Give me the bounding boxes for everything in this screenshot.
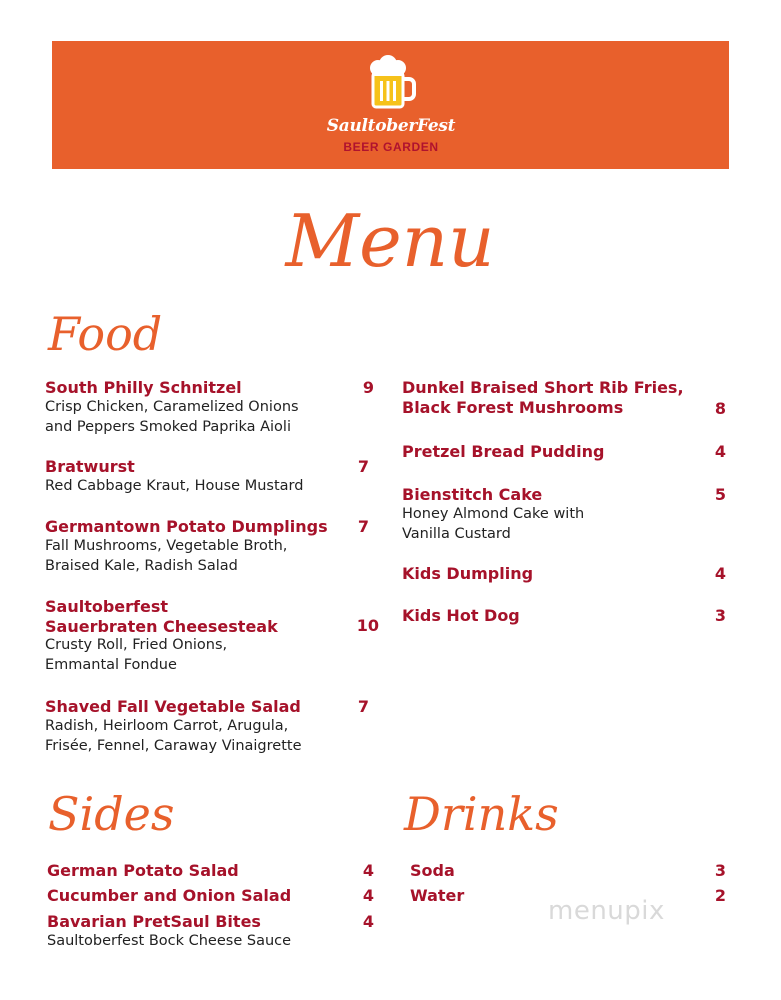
menu-item-description: Red Cabbage Kraut, House Mustard — [45, 478, 304, 494]
food-heading: Food — [48, 307, 163, 361]
menu-item-price: 4 — [362, 912, 374, 931]
page-title: Menu — [285, 199, 495, 283]
menu-item-name: Bienstitch Cake — [402, 485, 543, 504]
menu-item-price: 4 — [362, 886, 374, 905]
menu-item-price: 10 — [356, 616, 379, 635]
menu-item-price: 9 — [362, 378, 374, 397]
menu-item-price: 4 — [362, 861, 374, 880]
menu-item-name: Soda — [410, 861, 455, 880]
menu-item-name: Water — [410, 886, 465, 905]
menu-item-name: South Philly Schnitzel — [45, 378, 242, 397]
menu-item-name: Cucumber and Onion Salad — [47, 886, 292, 905]
menu-item-price: 3 — [714, 861, 726, 880]
menu-item-description: Crisp Chicken, Caramelized Onions and Peppers Smoked Paprika Aioli — [45, 399, 299, 435]
menu-item-name: Pretzel Bread Pudding — [402, 442, 605, 461]
menu-item-description: Saultoberfest Bock Cheese Sauce — [47, 933, 292, 949]
menu-item-price: 7 — [357, 457, 369, 476]
sides-heading: Sides — [48, 787, 175, 841]
menu-item-price: 2 — [714, 886, 726, 905]
menu-item-name: Saultoberfest Sauerbraten Cheesesteak — [45, 597, 278, 636]
logo-script: SaultoberFest — [326, 116, 456, 136]
menu-item-price: 7 — [357, 697, 369, 716]
menu-item-price: 4 — [714, 442, 726, 461]
menu-item-name: Germantown Potato Dumplings — [45, 517, 328, 536]
menu-item-name: Dunkel Braised Short Rib Fries, Black Forest Mushrooms — [402, 378, 684, 417]
menu-item-price: 4 — [714, 564, 726, 583]
menu-item-price: 3 — [714, 606, 726, 625]
menu-item-name: Kids Dumpling — [402, 564, 534, 583]
menu-item-name: Bratwurst — [45, 457, 135, 476]
menu-item-price: 5 — [714, 485, 726, 504]
menu-item-name: Kids Hot Dog — [402, 606, 520, 625]
menu-item-price: 7 — [357, 517, 369, 536]
watermark: menupix — [548, 896, 665, 926]
menu-item-description: Fall Mushrooms, Vegetable Broth, Braised Kale, Radish Salad — [45, 538, 288, 574]
menu-item-price: 8 — [714, 399, 726, 418]
menu-item-description: Crusty Roll, Fried Onions, Emmantal Fondue — [45, 637, 228, 673]
beer-mug-icon — [365, 55, 417, 111]
menu-item-name: Bavarian PretSaul Bites — [47, 912, 261, 931]
menu-item-description: Radish, Heirloom Carrot, Arugula, Frisée, Fennel, Caraway Vinaigrette — [45, 718, 302, 754]
menu-item-name: German Potato Salad — [47, 861, 239, 880]
drinks-heading: Drinks — [404, 787, 559, 841]
logo-subtitle: BEER GARDEN — [343, 140, 439, 154]
menu-item-name: Shaved Fall Vegetable Salad — [45, 697, 301, 716]
menu-item-description: Honey Almond Cake with Vanilla Custard — [402, 506, 585, 542]
